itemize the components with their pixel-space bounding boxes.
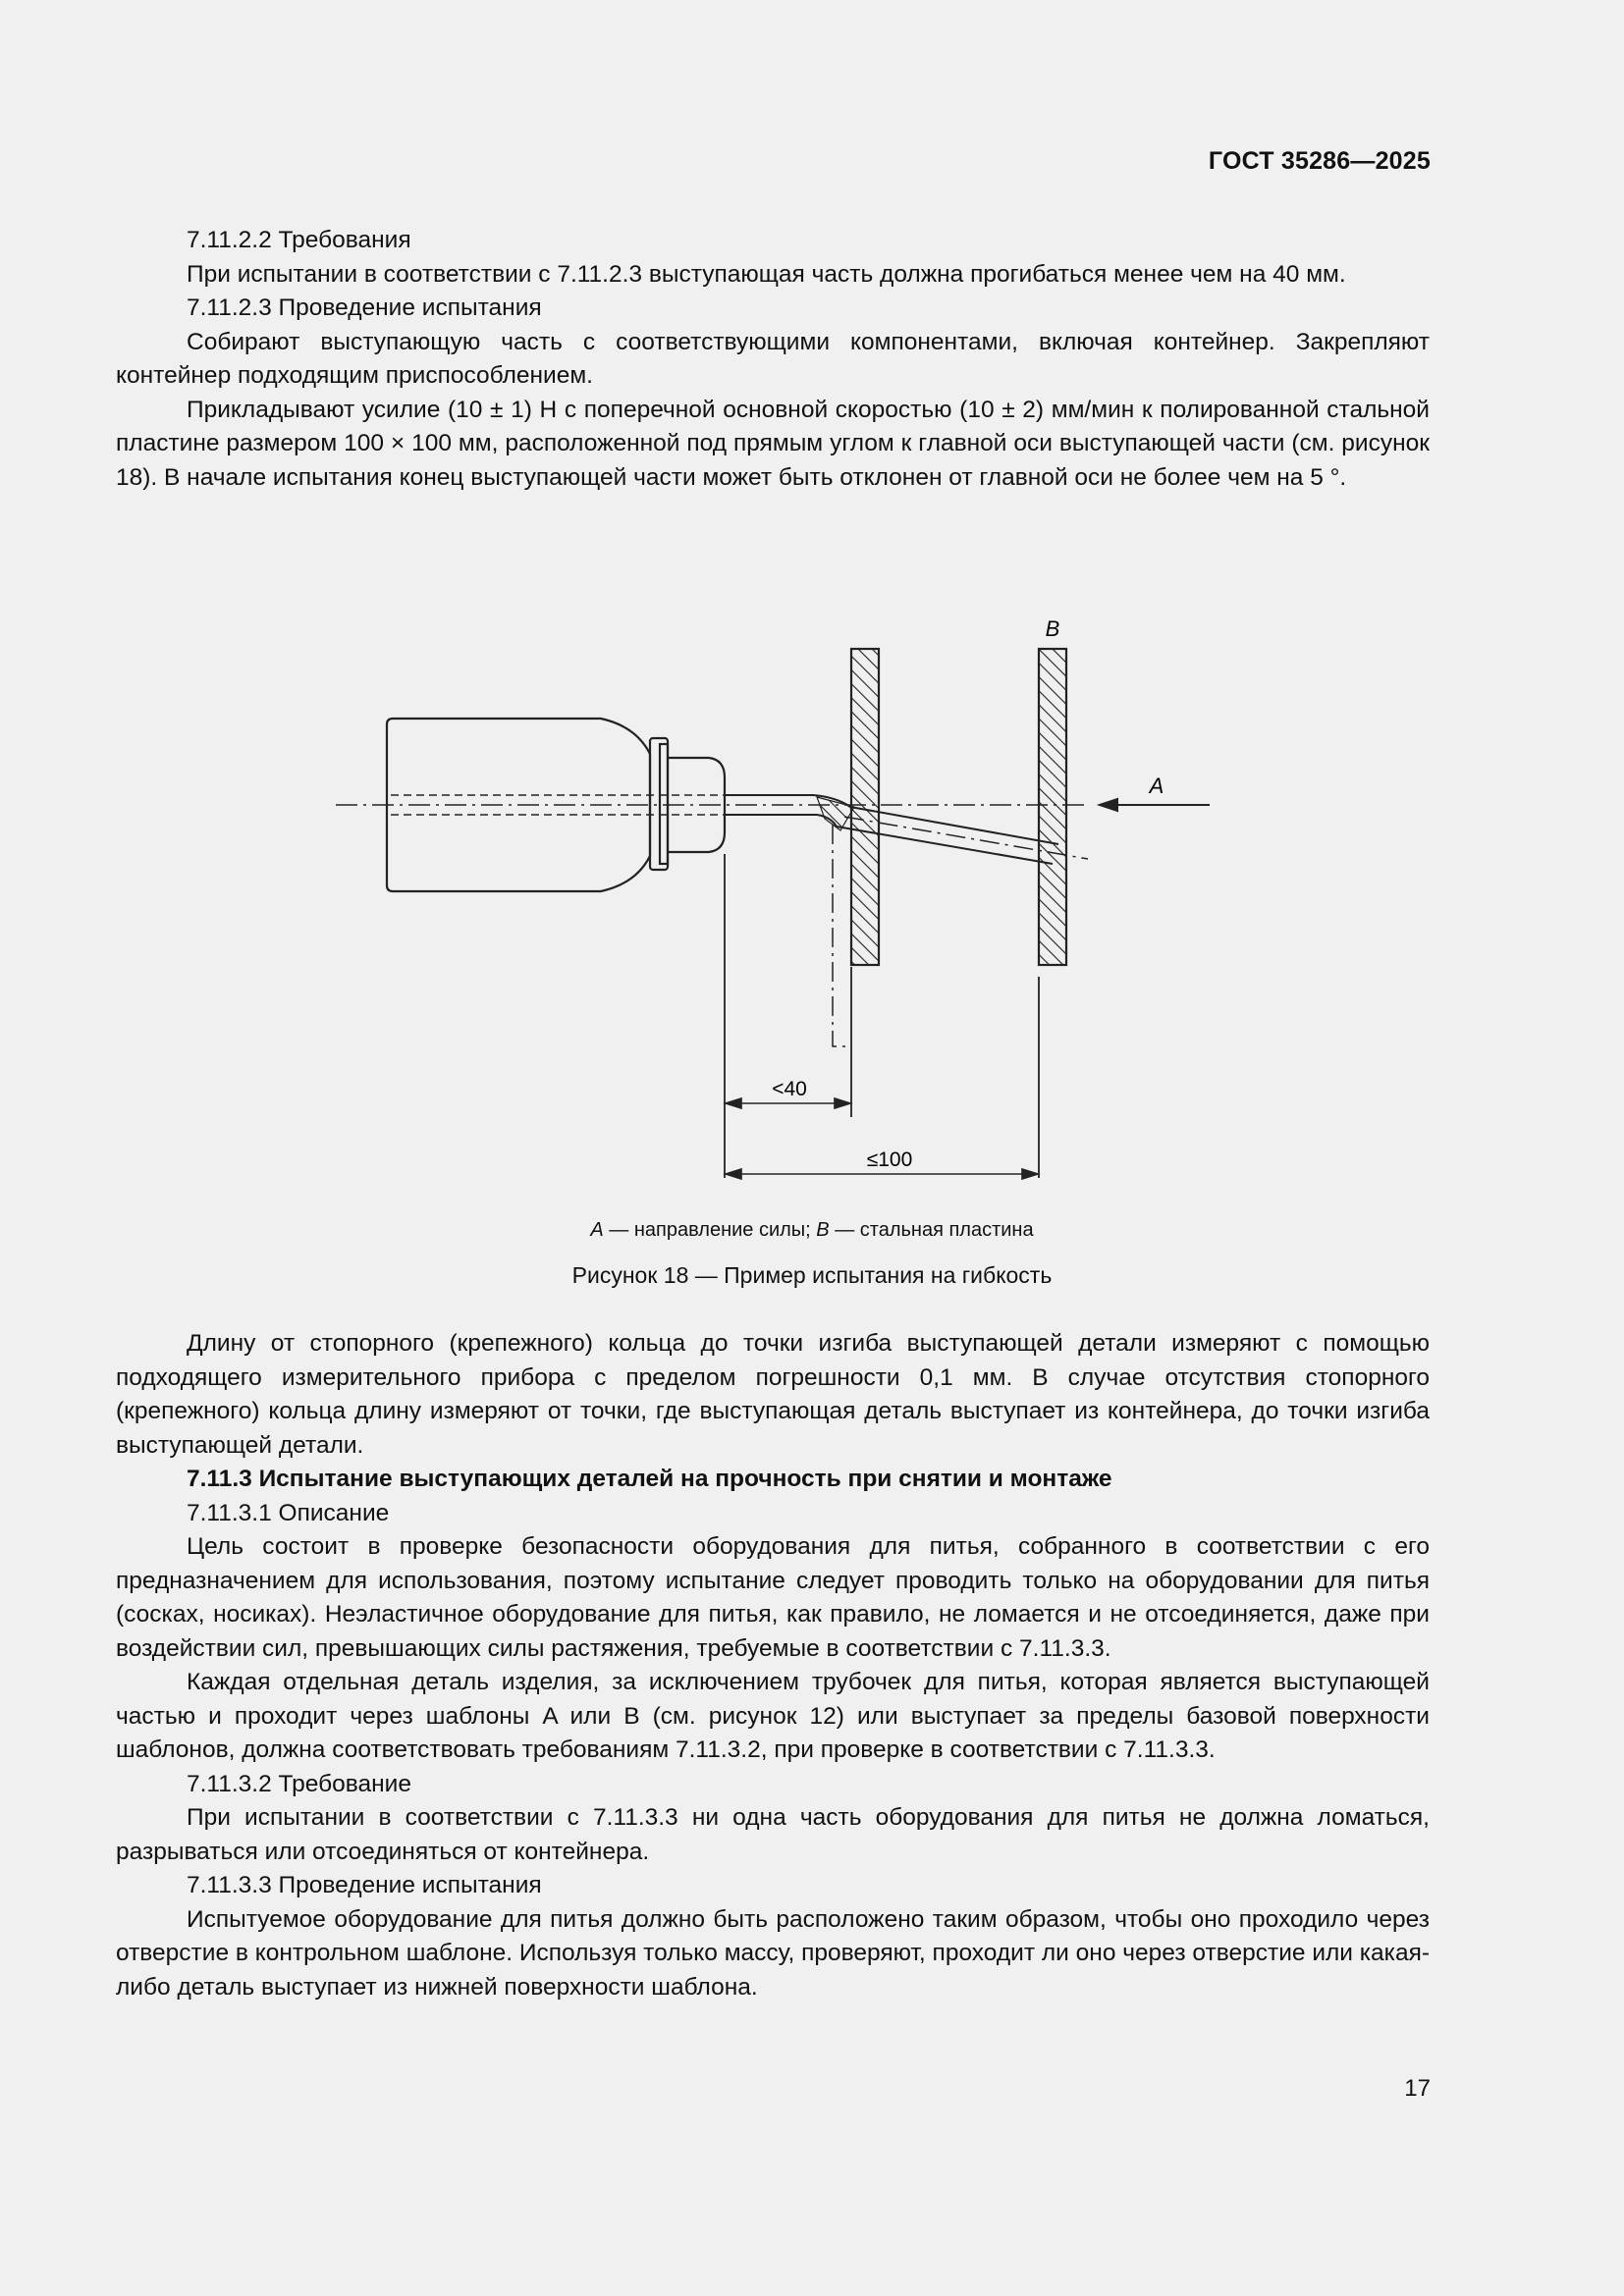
text-block-bottom: [116, 1327, 1430, 2004]
paragraph: 7.11.2.2 Требования: [187, 227, 411, 253]
figure-caption: Рисунок 18 — Пример испытания на гибкость: [571, 1262, 1053, 1288]
text-block-top: [116, 224, 1430, 495]
paragraph: При испытании в соответствии с 7.11.2.3 выступающая часть должна прогибаться менее чем на 40 мм.: [187, 260, 1346, 288]
dimension-40-label: <40: [772, 1078, 807, 1100]
standard-header: ГОСТ 35286—2025: [1208, 147, 1431, 175]
force-arrow-a: [1100, 799, 1210, 811]
figure-18-diagram: [324, 609, 1247, 1237]
steel-plate-initial: [851, 649, 879, 965]
legend-a: A: [590, 1219, 604, 1241]
dimension-100-label: ≤100: [866, 1148, 913, 1171]
paragraph: 7.11.3.3 Проведение испытания: [187, 1872, 542, 1898]
paragraph: Длину от стопорного (крепежного) кольца до точки изгиба выступающей детали измеряют с помощью подходящего измерительного прибора с пределом погрешности 0,1 мм. В случае отсутствия стопорного (крепежного) кольца длину измеряют от точки, где выступающая деталь выступает из контейнера, до точки изгиба выступающей детали.: [116, 1330, 1430, 1459]
label-a: A: [1149, 774, 1164, 798]
paragraph: Цель состоит в проверке безопасности оборудования для питья, собранного в соответствии с его предназначением для использования, поэтому испытание следует проводить только на оборудовании для питья (сосках, носиках). Неэластичное оборудование для питья, как правило, не ломается и не отсоединяется, даже при воздействии сил, превышающих силы растяжения, требуемые в соответствии с 7.11.3.3.: [116, 1533, 1430, 1662]
extension-lines: [725, 854, 1039, 1178]
page-number: 17: [1404, 2075, 1431, 2102]
section-heading: 7.11.3 Испытание выступающих деталей на прочность при снятии и монтаже: [187, 1466, 1112, 1492]
paragraph: 7.11.3.2 Требование: [187, 1770, 411, 1797]
label-b: B: [1045, 616, 1060, 641]
legend-a-text: — направление силы;: [603, 1219, 817, 1241]
paragraph: Собирают выступающую часть с соответствующими компонентами, включая контейнер. Закрепляют контейнер подходящим приспособлением.: [116, 328, 1430, 389]
paragraph: Каждая отдельная деталь изделия, за исключением трубочек для питья, которая является выступающей частью и проходит через шаблоны A или B (см. рисунок 12) или выступает за пределы базовой поверхности шаблонов, должна соответствовать требованиям 7.11.3.2, при проверке в соответствии с 7.11.3.3.: [116, 1669, 1430, 1763]
paragraph: 7.11.2.3 Проведение испытания: [187, 294, 542, 321]
paragraph: Прикладывают усилие (10 ± 1) Н с поперечной основной скоростью (10 ± 2) мм/мин к полированной стальной пластине размером 100 × 100 мм, расположенной под прямым углом к главной оси выступающей части (см. рисунок 18). В начале испытания конец выступающей части может быть отклонен от главной оси не более чем на 5 °.: [116, 396, 1430, 491]
paragraph: При испытании в соответствии с 7.11.3.3 ни одна часть оборудования для питья не должна ломаться, разрываться или отсоединяться от контейнера.: [116, 1804, 1430, 1865]
bend-reference-line: [833, 825, 850, 1046]
paragraph: 7.11.3.1 Описание: [187, 1499, 390, 1526]
paragraph: Испытуемое оборудование для питья должно быть расположено таким образом, чтобы оно проходило через отверстие в контрольном шаблоне. Используя только массу, проверяют, проходит ли оно через отверстие или какая-либо деталь выступает из нижней поверхности шаблона.: [116, 1905, 1430, 2001]
legend-b-text: — стальная пластина: [829, 1219, 1034, 1241]
legend-b: B: [816, 1219, 830, 1241]
steel-plate-b: [1039, 649, 1066, 965]
figure-legend: [0, 1219, 1624, 1242]
